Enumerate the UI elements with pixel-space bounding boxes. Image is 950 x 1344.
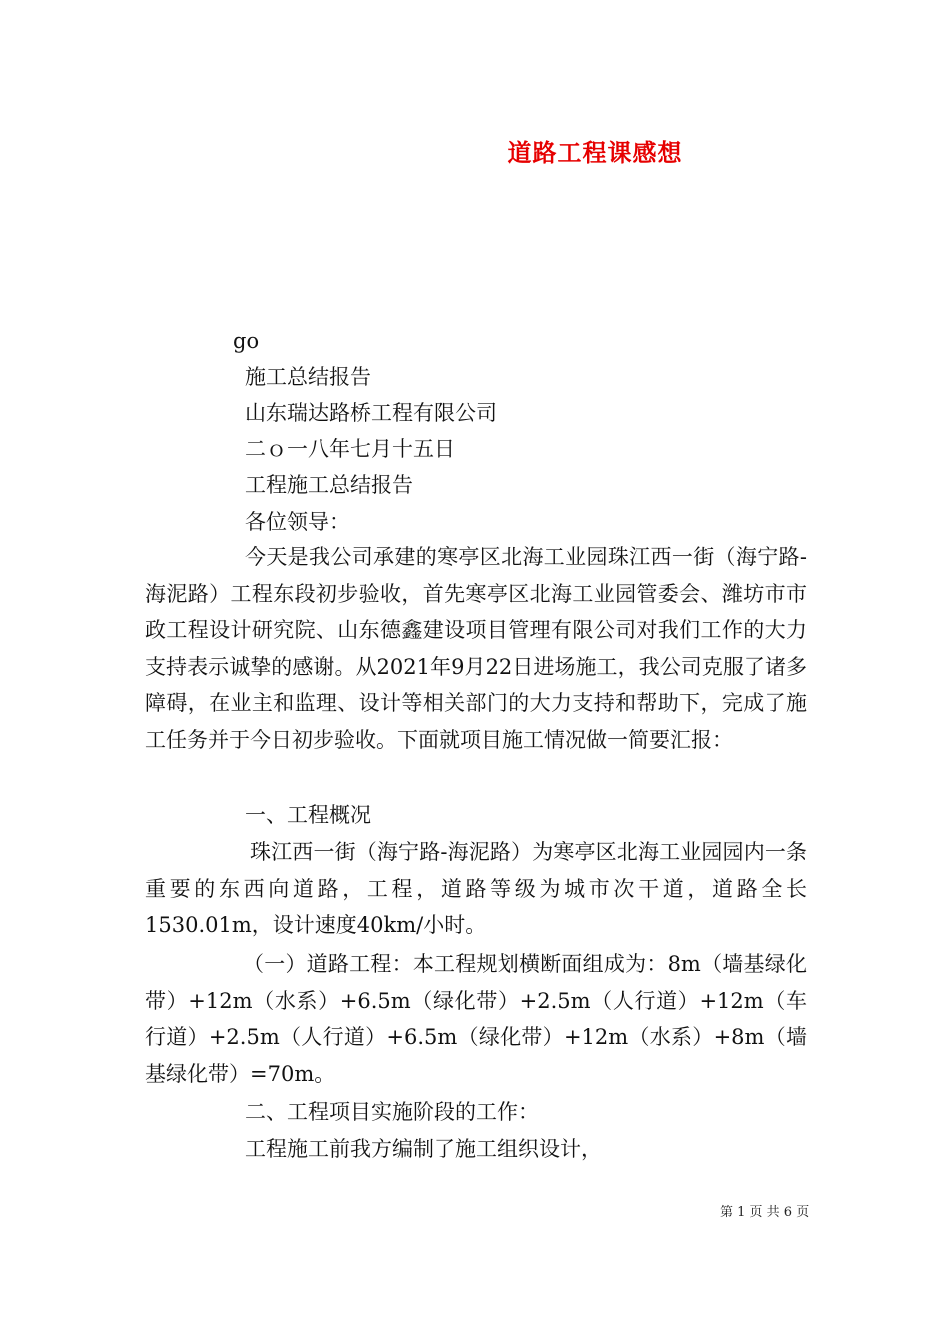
page-footer: 第 1 页 共 6 页: [720, 1205, 810, 1220]
section-heading-implementation: 二、工程项目实施阶段的工作：: [245, 1100, 539, 1124]
section-heading-overview: 一、工程概况: [245, 803, 371, 827]
text-line-report-title2: 工程施工总结报告: [245, 473, 413, 497]
text-line-greeting: 各位领导：: [245, 510, 350, 534]
paragraph-road-works: （一）道路工程：本工程规划横断面组成为：8m（墙基绿化带）+12m（水系）+6.5m（绿化带）+2.5m（人行道）+12m（车行道）+2.5m（人行道）+6.5m（绿化带）+12m（水系）+8m（墙基绿化带）=70m。: [145, 952, 807, 1086]
paragraph-overview: 珠江西一街（海宁路-海泥路）为寒亭区北海工业园园内一条重要的东西向道路，工程，道路等级为城市次干道，道路全长1530.01m，设计速度40km/小时。: [145, 840, 807, 937]
document-title: 道路工程课感想: [507, 139, 683, 167]
text-line-company: 山东瑞达路桥工程有限公司: [245, 401, 497, 425]
paragraph-preparation: 工程施工前我方编制了施工组织设计，: [245, 1137, 602, 1161]
text-line-report-title: 施工总结报告: [245, 365, 371, 389]
paragraph-intro: 今天是我公司承建的寒亭区北海工业园珠江西一街（海宁路-海泥路）工程东段初步验收，首先寒亭区北海工业园管委会、潍坊市市政工程设计研究院、山东德鑫建设项目管理有限公司对我们工作的大力支持表示诚挚的感谢。从2021年9月22日进场施工，我公司克服了诸多障碍，在业主和监理、设计等相关部门的大力支持和帮助下，完成了施工任务并于今日初步验收。下面就项目施工情况做一简要汇报：: [145, 545, 807, 752]
text-line-go: go: [233, 329, 260, 353]
text-line-date: 二ｏ一八年七月十五日: [245, 437, 455, 461]
